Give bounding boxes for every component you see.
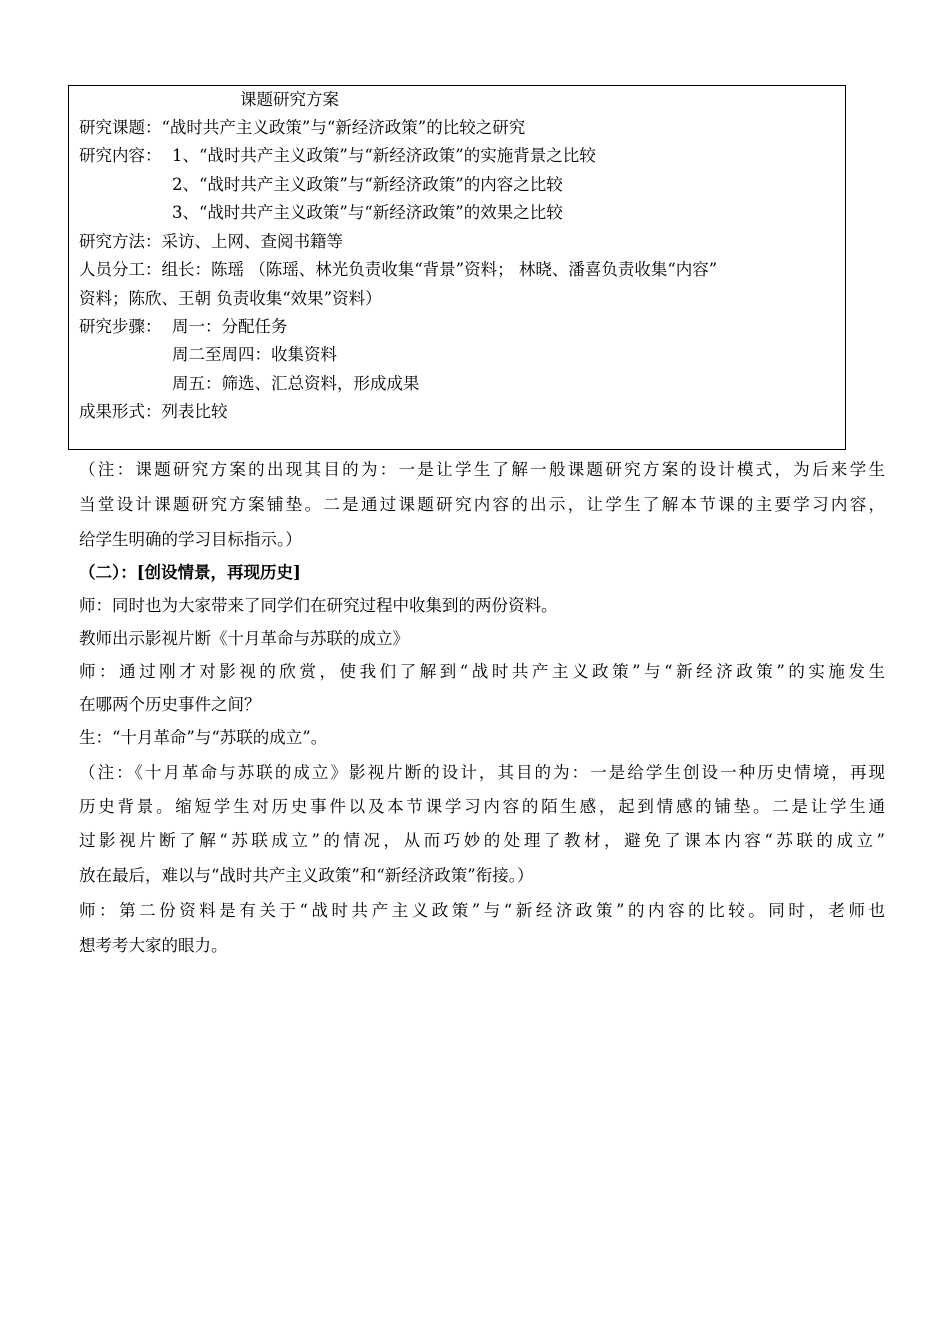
paragraph-teacher-1: 师：同时也为大家带来了同学们在研究过程中收集到的两份资料。 xyxy=(79,596,558,615)
plan-step-3: 周五：筛选、汇总资料，形成成果 xyxy=(172,374,420,393)
plan-step-2: 周二至周四：收集资料 xyxy=(172,345,337,364)
note2-line-1: （注：《十月革命与苏联的成立》影视片断的设计，其目的为：一是给学生创设一种历史情境，再现 xyxy=(79,763,885,782)
plan-topic: 研究课题：“战时共产主义政策”与“新经济政策”的比较之研究 xyxy=(79,118,526,137)
note2-line-4: 放在最后，难以与“战时共产主义政策”和“新经济政策”衔接。） xyxy=(79,866,534,885)
plan-content-label: 研究内容： xyxy=(79,146,162,165)
note2-line-3: 过影视片断了解“苏联成立”的情况，从而巧妙的处理了教材，避免了课本内容“苏联的成立” xyxy=(79,831,885,850)
plan-method: 研究方法：采访、上网、查阅书籍等 xyxy=(79,232,343,251)
plan-division-line-1: 人员分工：组长：陈瑶 （陈瑶、林光负责收集“背景”资料； 林晓、潘喜负责收集“内容” xyxy=(79,260,718,279)
plan-step-1: 周一：分配任务 xyxy=(172,317,288,336)
plan-content-item-3: 3、“战时共产主义政策”与“新经济政策”的效果之比较 xyxy=(172,203,563,222)
paragraph-teacher-question-2: 在哪两个历史事件之间？ xyxy=(79,695,261,714)
section-heading: （二）：[创设情景，再现历史] xyxy=(79,563,301,582)
note1-line-3: 给学生明确的学习目标指示。） xyxy=(79,530,302,549)
note2-line-2: 历史背景。缩短学生对历史事件以及本节课学习内容的陌生感，起到情感的铺垫。二是让学生通 xyxy=(79,797,885,816)
paragraph-teacher-question-1: 师：通过刚才对影视的欣赏，使我们了解到“战时共产主义政策”与“新经济政策”的实施发生 xyxy=(79,662,885,681)
paragraph-student-answer: 生：“十月革命”与“苏联的成立”。 xyxy=(79,728,328,747)
plan-division-line-2: 资料；陈欣、王朝 负责收集“效果”资料） xyxy=(79,289,382,308)
plan-result-form: 成果形式：列表比较 xyxy=(79,402,228,421)
plan-title: 课题研究方案 xyxy=(240,90,339,109)
closing-line-2: 想考考大家的眼力。 xyxy=(79,936,228,955)
closing-line-1: 师：第二份资料是有关于“战时共产主义政策”与“新经济政策”的内容的比较。同时，老师也 xyxy=(79,901,885,920)
plan-content-item-1: 1、“战时共产主义政策”与“新经济政策”的实施背景之比较 xyxy=(172,146,596,165)
paragraph-teacher-video: 教师出示影视片断《十月革命与苏联的成立》 xyxy=(79,629,409,648)
plan-steps-label: 研究步骤： xyxy=(79,317,162,336)
note1-line-1: （注：课题研究方案的出现其目的为：一是让学生了解一般课题研究方案的设计模式，为后来学生 xyxy=(79,460,885,479)
plan-content-item-2: 2、“战时共产主义政策”与“新经济政策”的内容之比较 xyxy=(172,175,563,194)
note1-line-2: 当堂设计课题研究方案铺垫。二是通过课题研究内容的出示，让学生了解本节课的主要学习内容， xyxy=(79,495,885,514)
